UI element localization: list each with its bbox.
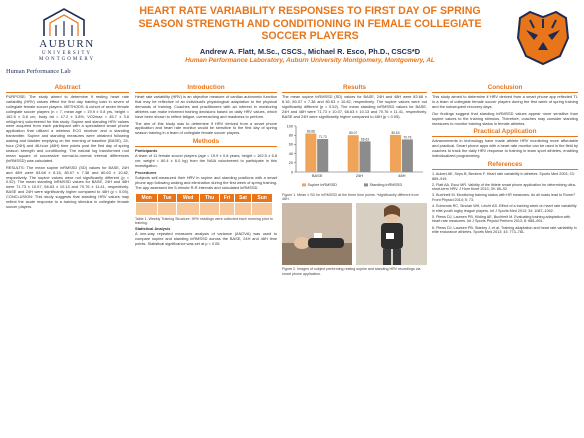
standing-recording-photo xyxy=(356,203,427,265)
table-day-header: Mon xyxy=(136,193,158,202)
table-cell xyxy=(252,202,273,215)
table-cell xyxy=(177,202,200,215)
department-name: Human Performance Lab xyxy=(6,68,71,75)
table-day-header: Wed xyxy=(177,193,200,202)
x-tick-label: 48H xyxy=(398,172,406,178)
chart-caption: Figure 1. Mean ± SD for lnRMSSD at the three time points. *significantly different from 48H. xyxy=(282,192,419,201)
results-paragraph: The mean supine lnRMSSD (SD) values for BASE, 24H and 48H were 83.68 ± 8.16, 80.07 ± 7.38 and 80.63 ± 10.82, respectively. The supine values were not significantly different (p = 0.52). The mean standing lnRMSSD values for BASE, 24H and 48H were 71.73 ± 10.07, 66.63 ± 10.13 and 70.76 ± 11.41, respectively. BASE and 24H were significantly higher compared to 48H (p < 0.05). xyxy=(282,94,427,119)
university-sub: UNIVERSITY xyxy=(42,51,92,56)
results-heading: Results xyxy=(282,84,427,93)
statistics-subheading: Statistical Analysis xyxy=(135,226,171,232)
conclusion-heading: Conclusion xyxy=(432,84,578,93)
participants-paragraph: A team of 11 female soccer players (age = 19.9 ± 0.8 years; height = 162.5 ± 5.8 cm; weight = 60.4 ± 6.0 kg) from the NAIA volunteered to participate in this investigation. xyxy=(135,153,277,168)
bar-value-label: 71.73 xyxy=(318,134,327,139)
reference-item: 6. Plews DJ, Laursen PB, Stanley J, et al. Training adaptation and heart rate variability in elite endurance athletes. Sports Med 2013; 43: 773–781. xyxy=(432,225,577,235)
photo-caption: Figure 2. Images of subject performing resting supine and standing HRV recordings via smart phone application. xyxy=(282,267,421,276)
references-heading: References xyxy=(432,161,578,170)
procedures-subheading: Procedures xyxy=(135,169,157,175)
reference-list xyxy=(432,172,578,235)
column-intro-methods xyxy=(135,84,277,249)
practical-paragraph: Advancements in technology have made athlete HRV monitoring more affordable and practical. Smart phone apps with a heart rate monitor can be used in the field by coaches to track the daily HRV response to training in team sport athletes, enabling individualized programming. xyxy=(432,138,578,159)
statistics-paragraph: A one-way repeated measures analysis of variance (ANOVA) was used to compare supine and standing lnRMSSD across the BASE, 24H and 48H time points. Statistical significance was set at p < 0.05. xyxy=(135,231,277,247)
conclusion-paragraph: This study aimed to determine if HRV derived from a smart phone app reflected TL in a team of collegiate female soccer players during the first week of spring training and the subsequent recovery days. xyxy=(432,94,578,109)
y-tick-label: 40 xyxy=(288,151,293,156)
bar xyxy=(402,139,413,172)
legend-swatch xyxy=(364,183,368,186)
legend-label: Standing lnRMSSD xyxy=(369,182,403,187)
x-tick-label: 24H xyxy=(355,172,364,178)
table-caption: Table 1. Weekly Training Structure. HRV readings were collected each morning prior to training. xyxy=(135,216,273,225)
legend-label: Supine lnRMSSD xyxy=(307,182,338,187)
reference-item: 1. Aubert AE, Seps B, Beckers F. Heart rate variability in athletes. Sports Med 2003; 33: 889–919. xyxy=(432,172,575,181)
poster-title: HEART RATE VARIABILITY RESPONSES TO FIRST DAY OF SPRING SEASON STRENGTH AND CONDITIONING IN FEMALE COLLEGIATE SOCCER PLAYERS xyxy=(138,5,482,42)
procedures-paragraph: Subjects self-measured their HRV in supine and standing positions with a smart phone app following waking and elimination during the first week of spring training. The app assessed the 5-minute R-R intervals and calculated lnRMSSD. xyxy=(135,174,277,190)
introduction-paragraph: Heart rate variability (HRV) is an objective measure of cardiac autonomic function that may be reflective of an individual's physiological adaptation to the physical demands of training. Coaches and practitioners with an interest in monitoring athletes can make informed training decisions based on daily HRV values, which have been shown to reflect fatigue, overreaching and readiness to perform. xyxy=(135,94,277,119)
tiger-mascot-icon xyxy=(512,8,574,68)
reference-item: 5. Plews DJ, Laursen PB, Kilding AE, Buchheit M. Evaluating training adaptation with heart rate measures. Int J Sports Physiol Perform 2013; 8: 688–691. xyxy=(432,214,571,224)
bar xyxy=(390,134,401,171)
y-tick-label: 80 xyxy=(288,133,293,138)
bar-value-label: 80.63 xyxy=(391,130,400,135)
campus-name: MONTGOMERY xyxy=(38,57,96,62)
introduction-paragraph: The aim of this study was to determine if HRV derived from a smart phone application and heart rate monitor would be sensitive to the first day of spring season training in a team of collegiate female soccer players. xyxy=(135,120,277,136)
table-cell xyxy=(199,202,219,215)
column-results xyxy=(282,84,427,278)
table-day-header: Sat xyxy=(234,193,251,202)
abstract-heading: Abstract xyxy=(6,84,129,93)
y-tick-label: 20 xyxy=(288,160,293,165)
table-day-header: Tue xyxy=(158,193,177,202)
y-tick-label: 0 xyxy=(290,169,293,174)
introduction-heading: Introduction xyxy=(135,84,277,93)
abstract-paragraph: PURPOSE: The study aimed to determine if resting heart rate variability (HRV) values effect the first day training load in seven of collegiate female soccer players. METHODS: A cohort of seven female collegiate soccer players (n = 7, mean age = 19.9 ± 0.8 yrs, height = 162.5 ± 5.8 cm, body fat = 17.2 ± 3.8%, VO2max = 45.7 ± 3.6 ml/kg/min) volunteered for this study. Supine and standing HRV values were acquired from each participant with a specialized smart phone application that utilized a wireless ECG receiver and a standing transmitter. Supine and standing measures were obtained following waking and bladder emptying on the morning of baseline (BASE), 24-hour (24H) and 48-hour (48H) time points post the first day of spring season strength and conditioning. The natural log transformed root mean square of successive normal-to-normal interval differences (lnRMSSD) was calculated. xyxy=(6,94,129,163)
legend-swatch xyxy=(302,183,306,186)
reference-item: 2. Flatt AA, Esco MR. Validity of the ithlete smart phone application for determining ultra-short-term HRV. J Hum Kinet 2013; 39: 85–92. xyxy=(432,182,577,192)
methods-heading: Methods xyxy=(135,138,277,147)
bar-value-label: 70.76 xyxy=(403,134,412,139)
hrv-bar-chart-svg xyxy=(282,122,427,192)
poster-authors: Andrew A. Flatt, M.Sc., CSCS., Michael R. Esco, Ph.D., CSCS*D xyxy=(199,47,421,56)
y-tick-label: 60 xyxy=(288,142,293,147)
table-cell xyxy=(158,202,177,215)
conclusion-paragraph: Our findings suggest that standing lnRMSSD values appear more sensitive than supine values to the training stimulus. Therefore, coaches may consider standing measures to monitor training status in female athletes. xyxy=(432,110,578,126)
table-cell xyxy=(234,202,251,215)
participants-subheading: Participants xyxy=(135,148,158,154)
column-conclusion xyxy=(432,84,578,236)
practical-heading: Practical Application xyxy=(432,128,578,137)
bar xyxy=(348,135,359,172)
bar xyxy=(360,141,371,172)
university-logo xyxy=(6,4,124,74)
poster-affiliation: Human Performance Laboratory, Auburn University Montgomery, Montgomery, AL xyxy=(185,57,435,64)
column-abstract xyxy=(6,84,129,212)
table-day-header: Sun xyxy=(252,193,273,202)
training-week-table xyxy=(135,193,273,216)
bar-value-label: 83.68 xyxy=(306,129,315,134)
abstract-paragraph: RESULTS: The mean supine lnRMSSD (SD) values for BASE, 24H and 48H were 83.68 ± 8.16, 80.07 ± 7.38 and 80.63 ± 10.82, respectively. The supine values were not significantly different (p = 0.52). The mean standing lnRMSSD values for BASE, 24H and 48H were 71.73 ± 10.07, 66.63 ± 10.13 and 70.76 ± 11.41, respectively. BASE and 24H were significantly higher compared to 48H (p < 0.05). CONCLUSION: This study suggests that standing HRV values may reflect the acute response to a training stimulus in collegiate female soccer players. xyxy=(6,164,129,209)
table-day-header: Fri xyxy=(220,193,235,202)
bar xyxy=(317,139,328,172)
y-tick-label: 100 xyxy=(286,123,293,128)
table-cell xyxy=(136,202,158,215)
table-cell xyxy=(220,202,235,215)
x-tick-label: BASE xyxy=(311,172,323,178)
university-name: AUBURN xyxy=(39,38,95,50)
table-day-header: Thu xyxy=(199,193,219,202)
supine-recording-photo xyxy=(282,203,352,265)
poster-header xyxy=(0,0,584,78)
reference-item: 3. Buchheit M. Monitoring training status with HR measures: do all roads lead to Rome? Front Physiol 2014; 5: 73. xyxy=(432,193,576,203)
reference-item: 4. Edmonds RC, Sinclair WH, Leicht AS. Effect of a training week on heart rate variability in elite youth rugby league players. Int J Sports Med 2013; 34: 1087–1092. xyxy=(432,204,577,213)
bar xyxy=(305,133,316,171)
photo-panel xyxy=(282,203,427,265)
hrv-bar-chart xyxy=(282,122,427,192)
bar-value-label: 66.63 xyxy=(361,136,370,141)
bar-value-label: 80.07 xyxy=(349,130,358,135)
university-seal-icon xyxy=(30,6,98,38)
